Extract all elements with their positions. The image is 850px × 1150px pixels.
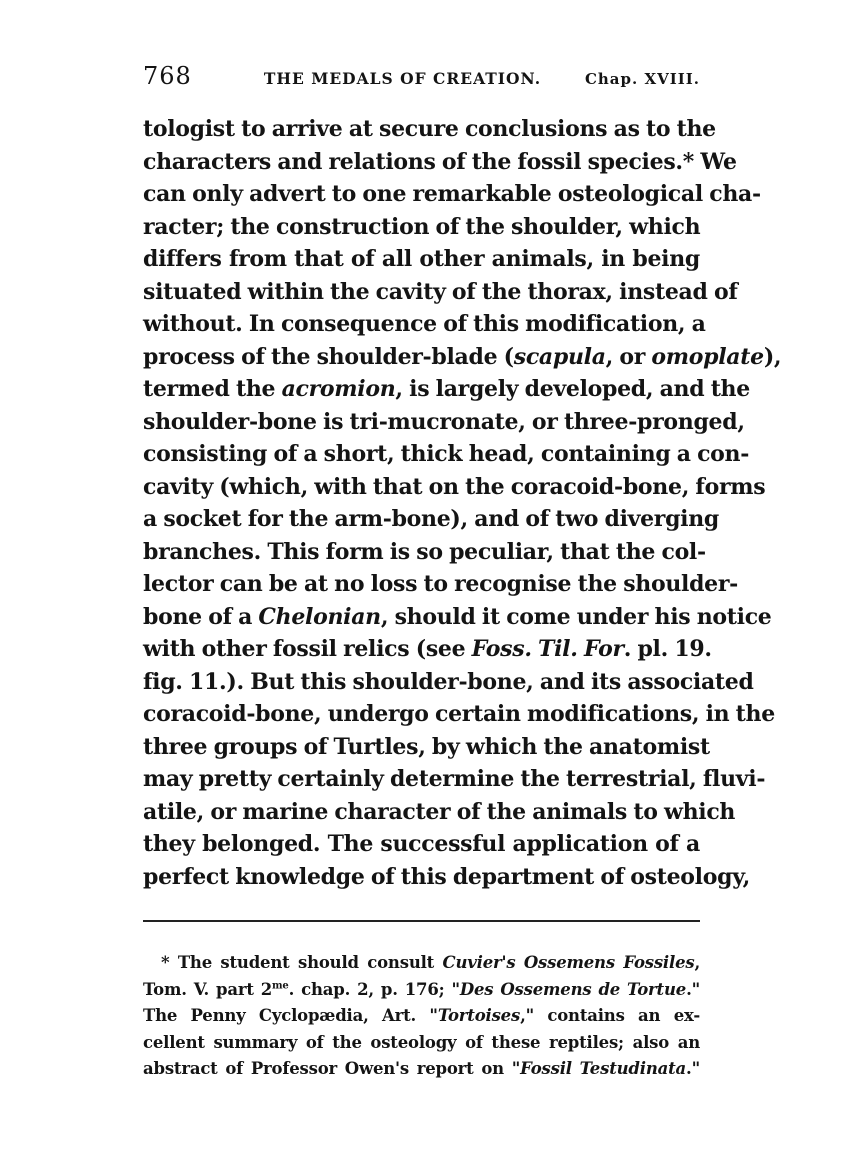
text-run: shoulder-bone is tri-mucronate, or three-pronged, [143,408,745,435]
text-run: tologist to arrive at secure conclusions as to the [143,116,716,142]
text-run: cellent summary of the osteology of these reptiles; also an [143,1032,700,1052]
text-run: three groups of Turtles, by which the anatomist [143,733,710,760]
body-line [143,438,750,471]
body-line [143,406,745,439]
text-run: * The student should consult [161,953,443,972]
italic-text: Foss. Til. For [471,636,624,662]
chapter-label: Chap. XVIII. [584,70,700,88]
text-run: can only advert to one remarkable osteological cha- [143,181,761,207]
text-run: , should it come under his notice [380,603,772,630]
body-line [143,178,761,211]
text-run: atile, or marine character of the animals to which [143,798,736,825]
italic-text: Tortoises [437,1006,521,1025]
text-run: branches. This form is so peculiar, that the col- [143,538,706,565]
text-run: process of the shoulder-blade ( [143,343,514,370]
body-line [143,828,700,861]
body-line [143,113,716,146]
page-number: 768 [143,62,192,90]
text-run: ), [763,343,782,370]
text-run: lector can be at no loss to recognise the shoulder- [143,571,738,597]
body-line [143,861,750,894]
body-line [143,373,750,406]
text-run: ," contains an ex- [520,1006,700,1025]
text-run: without. In consequence of this modification, a [143,311,706,337]
body-text [143,113,782,893]
text-run: Tom. V. part 2 [143,979,273,999]
footnote-line [143,1003,700,1030]
footnote-line [143,1030,700,1057]
text-run: they belonged. The successful application of a [143,831,700,857]
footnote-line [143,977,700,1004]
footnote-line [143,950,700,977]
text-run: cavity (which, with that on the coracoid-bone, forms [143,473,766,500]
text-run: consisting of a short, thick head, containing a con- [143,441,750,467]
text-run: situated within the cavity of the thorax, instead of [143,278,738,305]
text-run: with other fossil relics (see [143,636,472,662]
text-run: ." [686,1059,700,1078]
footnote [143,950,700,1083]
text-run: , or [605,343,652,370]
body-line [143,146,737,179]
body-line [143,698,775,731]
text-run: . chap. 2, p. 176; " [288,979,460,999]
italic-text: Fossil Testudinata [520,1059,687,1078]
body-line [143,243,700,276]
text-run: differs from that of all other animals, in being [143,246,700,272]
running-title: THE MEDALS OF CREATION. [263,69,542,88]
text-run: racter; the construction of the shoulder, which [143,213,701,240]
text-run: a socket for the arm-bone), and of two diverging [143,506,720,532]
body-line [143,503,720,536]
text-run: abstract of Professor Owen's report on " [143,1059,521,1078]
body-line [143,308,706,341]
italic-text: Des Ossemens de Tortue [459,979,687,999]
text-run: The Penny Cyclopædia, Art. " [143,1006,438,1025]
text-run: termed the [143,376,282,402]
body-line [143,536,706,569]
body-line [143,341,782,374]
body-line [143,731,710,764]
text-run: , is largely developed, and the [395,376,750,402]
italic-text: Cuvier's Ossemens Fossiles [442,953,695,972]
body-line [143,633,712,666]
page-header [143,62,700,96]
footnote-line [143,1056,700,1083]
text-run: fig. 11.). But this shoulder-bone, and its associated [143,668,754,695]
body-line [143,276,738,309]
text-run: me [272,980,289,991]
italic-text: acromion [281,376,396,402]
body-line [143,471,766,504]
text-run: characters and relations of the fossil species.* We [143,148,737,175]
footnote-divider [143,920,700,922]
text-run: . pl. 19. [623,636,712,662]
body-line [143,211,700,244]
text-run: ." [686,979,701,999]
italic-text: scapula [513,343,606,370]
body-line [143,601,772,634]
text-run: may pretty certainly determine the terrestrial, fluvi- [143,766,766,792]
body-line [143,666,754,699]
text-run: bone of a [143,603,259,630]
body-line [143,568,738,601]
italic-text: omoplate [651,343,764,370]
text-run: , [694,953,701,972]
italic-text: Chelonian [258,603,381,630]
body-line [143,763,766,796]
body-line [143,796,736,829]
text-run: perfect knowledge of this department of osteology, [143,863,750,890]
text-run: coracoid-bone, undergo certain modifications, in the [143,701,775,727]
